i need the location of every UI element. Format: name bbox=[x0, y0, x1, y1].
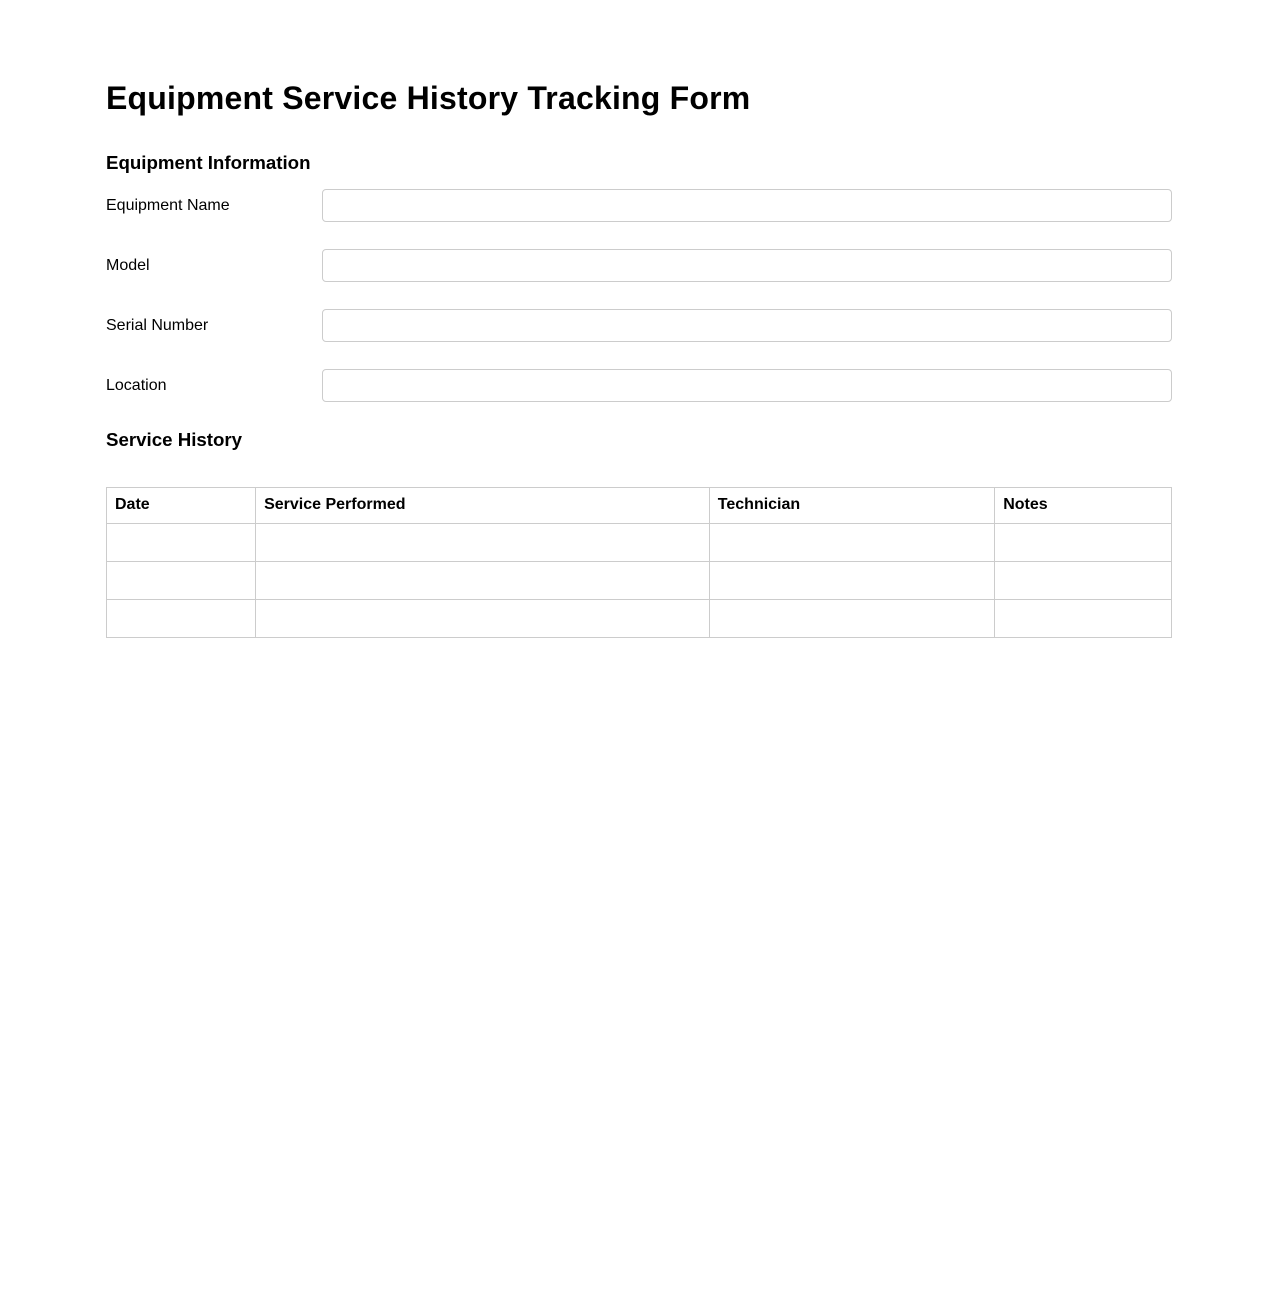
table-cell-service-performed bbox=[256, 599, 710, 637]
table-cell-technician bbox=[709, 599, 994, 637]
location-label: Location bbox=[106, 376, 167, 394]
form-row-location bbox=[106, 369, 1172, 402]
table-cell-date bbox=[107, 523, 256, 561]
table-cell-technician bbox=[709, 561, 994, 599]
column-header-notes: Notes bbox=[995, 487, 1172, 523]
column-header-date: Date bbox=[107, 487, 256, 523]
table-row bbox=[107, 599, 1172, 637]
equipment-name-input[interactable] bbox=[322, 189, 1172, 222]
column-header-service-performed: Service Performed bbox=[256, 487, 710, 523]
table-cell-notes bbox=[995, 599, 1172, 637]
page-title: Equipment Service History Tracking Form bbox=[106, 80, 751, 116]
table-cell-notes bbox=[995, 561, 1172, 599]
table-cell-date bbox=[107, 561, 256, 599]
serial-number-label: Serial Number bbox=[106, 316, 209, 334]
table-header-row bbox=[107, 487, 1172, 523]
section-heading-equipment-information: Equipment Information bbox=[106, 151, 311, 173]
column-header-technician: Technician bbox=[709, 487, 994, 523]
table-cell-notes bbox=[995, 523, 1172, 561]
model-input[interactable] bbox=[322, 249, 1172, 282]
table-cell-service-performed bbox=[256, 523, 710, 561]
table-cell-date bbox=[107, 599, 256, 637]
serial-number-input[interactable] bbox=[322, 309, 1172, 342]
equipment-information-section bbox=[106, 152, 1172, 403]
form-row-equipment-name bbox=[106, 189, 1172, 222]
form-row-serial-number bbox=[106, 309, 1172, 342]
equipment-name-label: Equipment Name bbox=[106, 196, 230, 214]
form-row-model bbox=[106, 249, 1172, 282]
section-heading-service-history: Service History bbox=[106, 429, 243, 451]
model-label: Model bbox=[106, 256, 150, 274]
location-input[interactable] bbox=[322, 369, 1172, 402]
table-row bbox=[107, 561, 1172, 599]
table-row bbox=[107, 523, 1172, 561]
service-history-table bbox=[106, 487, 1172, 638]
table-cell-service-performed bbox=[256, 561, 710, 599]
table-cell-technician bbox=[709, 523, 994, 561]
form-page bbox=[106, 0, 1172, 638]
